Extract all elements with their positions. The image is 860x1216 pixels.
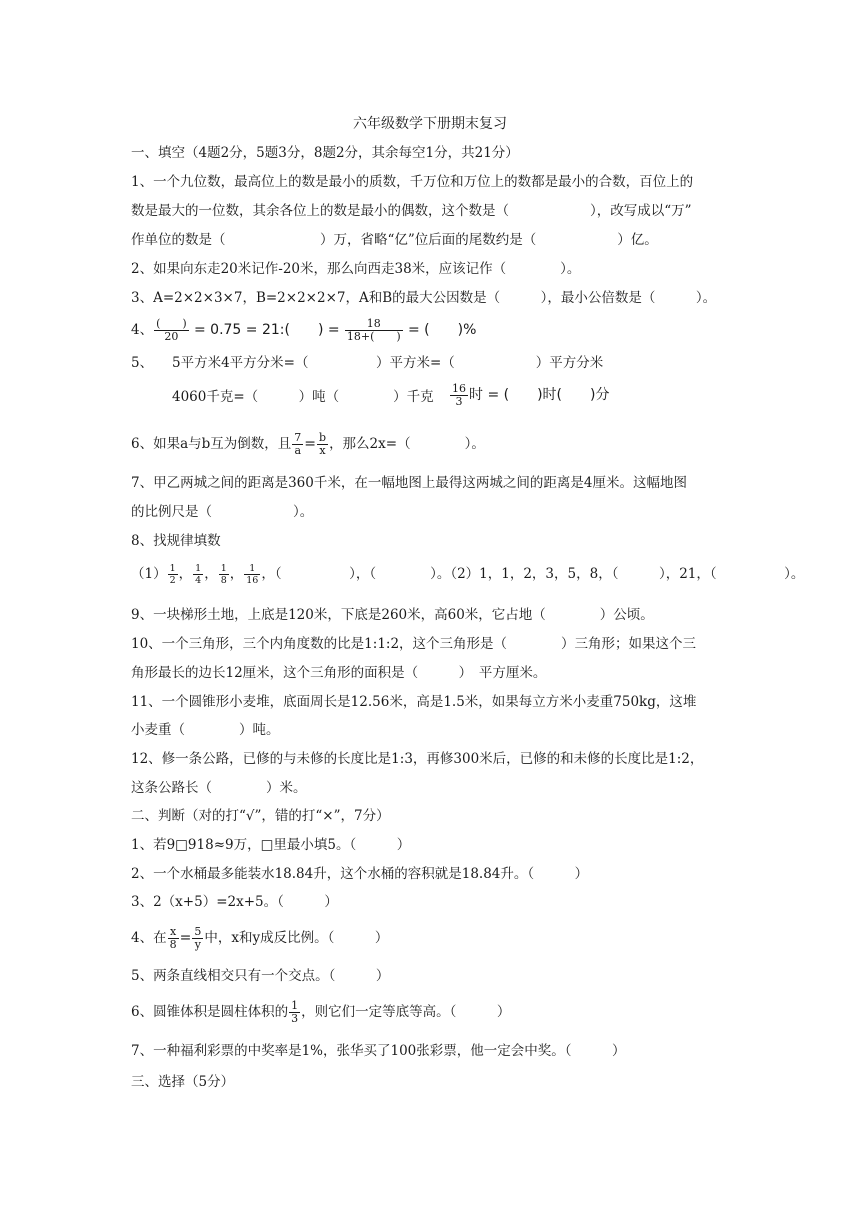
judgement-1: 1、若9□918≈9万，□里最小填5。（ ） bbox=[131, 837, 411, 853]
question-10-line-1: 10、一个三角形，三个内角度数的比是1:1:2，这个三角形是（ ）三角形；如果这个三 bbox=[131, 636, 697, 652]
section-3-heading: 三、选择（5分） bbox=[131, 1074, 235, 1090]
question-1-line-1: 1、一个九位数，最高位上的数是最小的质数，千万位和万位上的数都是最小的合数，百位上的 bbox=[131, 174, 694, 190]
judgement-5: 5、两条直线相交只有一个交点。（ ） bbox=[131, 968, 390, 984]
question-3: 3、A=2×2×3×7，B=2×2×2×7，A和B的最大公因数是（ ），最小公倍数是（ ）。 bbox=[131, 290, 717, 306]
judgement-4-fraction-1: $\frac{x}{8}$ bbox=[169, 925, 177, 951]
judgement-4-fraction-2: $\frac{5}{y}$ bbox=[194, 925, 202, 951]
question-12-line-1: 12、修一条公路，已修的与未修的长度比是1:3，再修300米后，已修的和未修的长度比是1:2， bbox=[131, 751, 704, 767]
question-8-sequences: （1） $\frac{1}{2}$ ， $\frac{1}{4}$ ， $\frac{1}{8}$ ， $\frac{1}{16}$ ，（ ），（ ）。（2）1，1，2，3，5，8，（ ），21，（ ）。 bbox=[131, 563, 805, 586]
judgement-6-text-a: 6、圆锥体积是圆柱体积的 bbox=[131, 1004, 289, 1020]
judgement-4 bbox=[131, 926, 388, 951]
question-4 bbox=[131, 318, 476, 343]
question-5-line-1: 5平方米4平方分米=（ ）平方米=（ ）平方分米 bbox=[172, 355, 604, 371]
judgement-3: 3、2（x+5）=2x+5。（ ） bbox=[131, 894, 338, 910]
question-1-line-3: 作单位的数是（ ）万，省略“亿”位后面的尾数约是（ ）亿。 bbox=[131, 232, 658, 248]
question-8-fraction-2: $\frac{1}{4}$ bbox=[195, 563, 202, 586]
question-6 bbox=[131, 432, 485, 457]
judgement-4-text-b: 中，x和y成反比例。（ ） bbox=[204, 930, 389, 946]
question-4-equation-end: = ( )% bbox=[408, 322, 477, 338]
question-5-line-3 bbox=[449, 383, 609, 408]
page-title: 六年级数学下册期末复习 bbox=[353, 116, 507, 132]
judgement-7: 7、一种福利彩票的中奖率是1%，张华买了100张彩票，他一定会中奖。（ ） bbox=[131, 1043, 626, 1059]
question-1-line-2: 数是最大的一位数，其余各位上的数是最小的偶数，这个数是（ ），改写成以“万” bbox=[131, 203, 692, 219]
question-6-text-a: 6、如果a与b互为倒数，且 bbox=[131, 436, 292, 452]
question-6-equals: = bbox=[304, 436, 317, 452]
question-7-line-2: 的比例尺是（ ）。 bbox=[131, 504, 314, 520]
question-5-fraction: $\frac{16}{3}$ bbox=[452, 382, 466, 408]
question-8: 8、找规律填数 bbox=[131, 533, 221, 549]
question-4-number: 4、 bbox=[131, 322, 154, 338]
judgement-6-fraction: $\frac{1}{3}$ bbox=[291, 999, 299, 1025]
question-6-fraction-2: $\frac{b}{x}$ bbox=[319, 431, 327, 457]
question-10-line-2: 角形最长的边长12厘米，这个三角形的面积是（ ） 平方厘米。 bbox=[131, 665, 547, 681]
question-11-line-1: 11、一个圆锥形小麦堆，底面周长是12.56米，高是1.5米，如果每立方米小麦重750kg，这堆 bbox=[131, 694, 697, 710]
question-4-fraction-1: $\frac{( )}{20}$ bbox=[156, 317, 187, 343]
question-8-rest: ，（ ），（ ）。（2）1，1，2，3，5，8，（ ），21，（ ）。 bbox=[261, 566, 805, 582]
question-6-text-b: ，那么2x=（ ）。 bbox=[329, 436, 485, 452]
judgement-4-text-a: 4、在 bbox=[131, 930, 167, 946]
question-8-fraction-3: $\frac{1}{8}$ bbox=[220, 563, 227, 586]
question-8-fraction-1: $\frac{1}{2}$ bbox=[169, 563, 176, 586]
question-5-number: 5、 bbox=[131, 355, 154, 371]
judgement-6 bbox=[131, 1000, 510, 1025]
question-11-line-2: 小麦重（ ）吨。 bbox=[131, 722, 280, 738]
judgement-4-equals: = bbox=[179, 930, 192, 946]
question-4-equation: = 0.75 = 21:( ) = bbox=[193, 322, 340, 338]
question-6-fraction-1: $\frac{7}{a}$ bbox=[294, 431, 302, 457]
question-5-time: 时 = ( )时( )分 bbox=[469, 387, 610, 403]
judgement-2: 2、一个水桶最多能装水18.84升，这个水桶的容积就是18.84升。（ ） bbox=[131, 866, 589, 882]
section-1-heading: 一、填空（4题2分，5题3分，8题2分，其余每空1分，共21分） bbox=[131, 145, 519, 161]
question-7-line-1: 7、甲乙两城之间的距离是360千米，在一幅地图上最得这两城之间的距离是4厘米。这幅地图 bbox=[131, 475, 687, 491]
question-8-part-1-label: （1） bbox=[131, 566, 167, 582]
question-8-fraction-4: $\frac{1}{16}$ bbox=[246, 563, 259, 586]
question-12-line-2: 这条公路长（ ）米。 bbox=[131, 780, 307, 796]
question-2: 2、如果向东走20米记作-20米，那么向西走38米，应该记作（ ）。 bbox=[131, 261, 581, 277]
section-2-heading: 二、判断（对的打“√”，错的打“×”，7分） bbox=[131, 808, 390, 824]
question-5-line-2: 4060千克=（ ）吨（ ）千克 bbox=[172, 389, 434, 405]
judgement-6-text-b: ，则它们一定等底等高。（ ） bbox=[301, 1004, 511, 1020]
question-4-fraction-2: $\frac{18}{18+( )}$ bbox=[346, 317, 401, 343]
question-9: 9、一块梯形土地，上底是120米，下底是260米，高60米，它占地（ ）公顷。 bbox=[131, 607, 654, 623]
